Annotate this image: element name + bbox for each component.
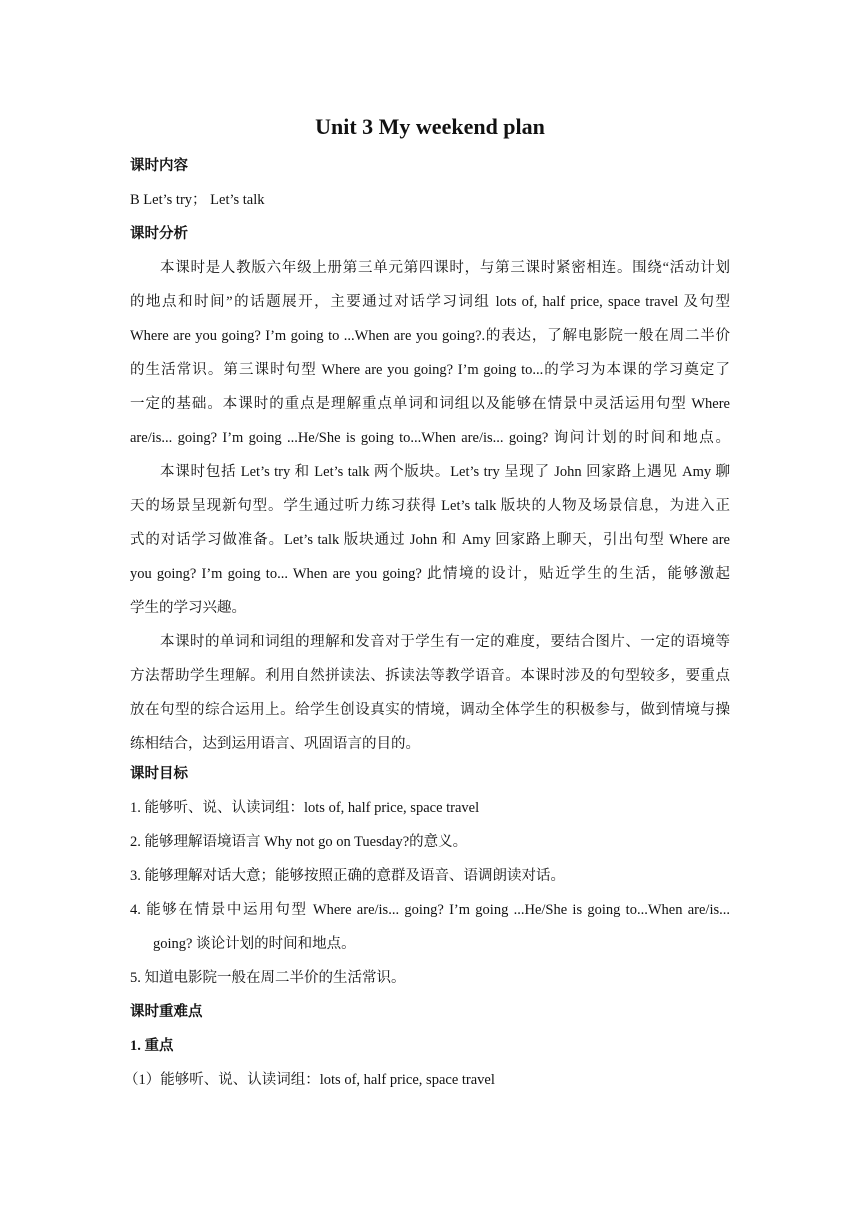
goal-item-continuation: going? 谈论计划的时间和地点。	[153, 936, 356, 952]
analysis-line: 方法帮助学生理解。利用自然拼读法、拆读法等教学语音。本课时涉及的句型较多，要重点	[130, 668, 730, 684]
goal-item: 5. 知道电影院一般在周二半价的生活常识。	[130, 970, 406, 986]
analysis-line: 放在句型的综合运用上。给学生创设真实的情境，调动全体学生的积极参与，做到情境与操	[130, 702, 730, 718]
analysis-line: 的生活常识。第三课时句型 Where are you going? I’m going to...的学习为本课的学习奠定了	[130, 362, 730, 378]
heading-key-points: 1. 重点	[130, 1038, 174, 1054]
goal-item: 4. 能够在情景中运用句型 Where are/is... going? I’m going ...He/She is going to...When are/is...	[130, 902, 730, 918]
analysis-line: 本课时的单词和词组的理解和发音对于学生有一定的难度，要结合图片、一定的语境等	[160, 634, 730, 650]
heading-lesson-analysis: 课时分析	[130, 226, 188, 242]
analysis-line: 本课时是人教版六年级上册第三单元第四课时，与第三课时紧密相连。围绕“活动计划	[160, 260, 730, 276]
analysis-line: you going? I’m going to... When are you going? 此情境的设计，贴近学生的生活，能够激起	[130, 566, 730, 582]
lesson-content-text: B Let’s try； Let’s talk	[130, 192, 265, 208]
heading-lesson-content: 课时内容	[130, 158, 188, 174]
goal-item: 2. 能够理解语境语言 Why not go on Tuesday?的意义。	[130, 834, 468, 850]
analysis-line: 式的对话学习做准备。Let’s talk 版块通过 John 和 Amy 回家路上聊天，引出句型 Where are	[130, 532, 730, 548]
analysis-line: Where are you going? I’m going to ...When are you going?.的表达，了解电影院一般在周二半价	[130, 328, 730, 344]
analysis-line: are/is... going? I’m going ...He/She is going to...When are/is... going? 询问计划的时间和地点。	[130, 430, 730, 446]
key-point-item: （1）能够听、说、认读词组：lots of, half price, space travel	[124, 1072, 495, 1088]
heading-key-difficulties: 课时重难点	[130, 1004, 203, 1020]
analysis-line: 学生的学习兴趣。	[130, 600, 246, 616]
document-title: Unit 3 My weekend plan	[315, 114, 545, 139]
goal-item: 1. 能够听、说、认读词组：lots of, half price, space travel	[130, 800, 480, 816]
analysis-line: 本课时包括 Let’s try 和 Let’s talk 两个版块。Let’s try 呈现了 John 回家路上遇见 Amy 聊	[160, 464, 730, 480]
analysis-line: 练相结合，达到运用语言、巩固语言的目的。	[130, 736, 420, 752]
analysis-line: 天的场景呈现新句型。学生通过听力练习获得 Let’s talk 版块的人物及场景信息，为进入正	[130, 498, 730, 514]
heading-lesson-goals: 课时目标	[130, 766, 188, 782]
analysis-line: 的地点和时间”的话题展开，主要通过对话学习词组 lots of, half price, space travel 及句型	[130, 294, 730, 310]
analysis-line: 一定的基础。本课时的重点是理解重点单词和词组以及能够在情景中灵活运用句型 Where	[130, 396, 730, 412]
goal-item: 3. 能够理解对话大意；能够按照正确的意群及语音、语调朗读对话。	[130, 868, 565, 884]
